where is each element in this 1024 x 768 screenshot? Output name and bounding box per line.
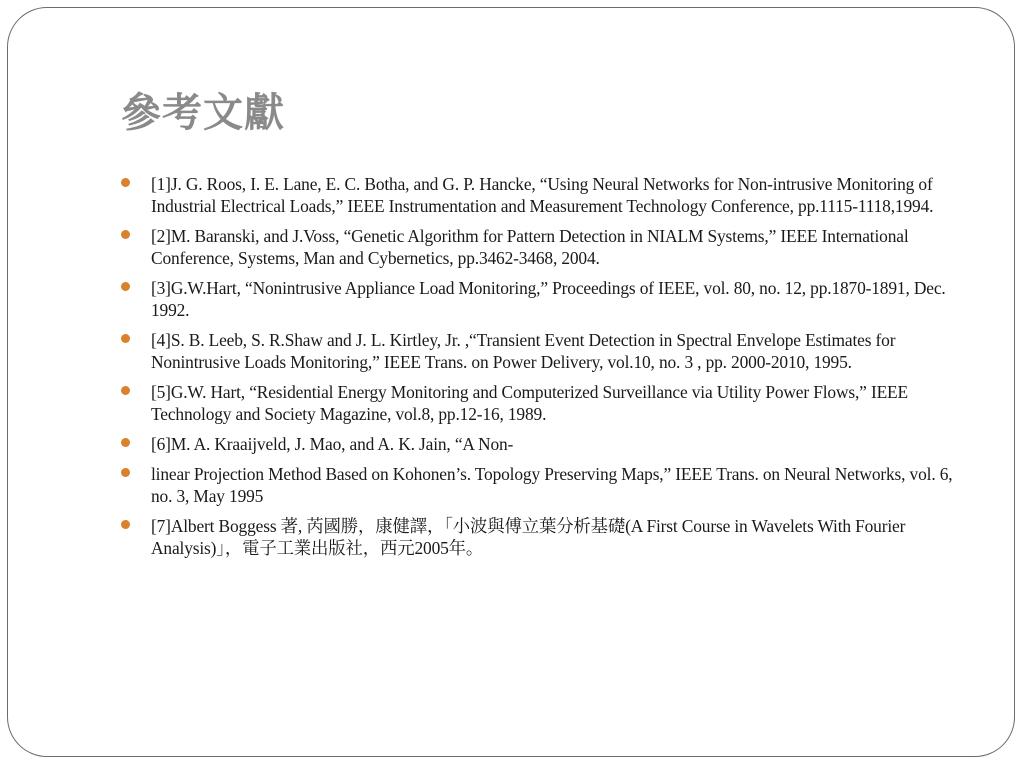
reference-text: linear Projection Method Based on Kohonen’s. Topology Preserving Maps,” IEEE Trans. on Neural Networks, vol. 6, no. 3, May 1995 xyxy=(151,464,953,506)
reference-item-8 xyxy=(121,515,967,559)
reference-text: [4]S. B. Leeb, S. R.Shaw and J. L. Kirtley, Jr. ,“Transient Event Detection in Spectral Envelope Estimates for Nonintrusive Loads Monitoring,” IEEE Trans. on Power Delivery, vol.10, no. 3 , pp. 2000-2010, 1995. xyxy=(151,330,896,372)
reference-item-5 xyxy=(121,381,967,425)
page-title: 參考文獻 xyxy=(121,90,285,136)
reference-text: [3]G.W.Hart, “Nonintrusive Appliance Load Monitoring,” Proceedings of IEEE, vol. 80, no. 12, pp.1870-1891, Dec. 1992. xyxy=(151,278,946,320)
reference-item-1 xyxy=(121,173,967,217)
reference-text: [7]Albert Boggess 著, 芮國勝，康健譯，「小波與傅立葉分析基礎(A First Course in Wavelets With Fourier Analysis)」，電子工業出版社，西元2005年。 xyxy=(151,516,906,558)
bullet-dot-icon xyxy=(121,438,130,447)
bullet-dot-icon xyxy=(121,334,130,343)
reference-text: [6]M. A. Kraaijveld, J. Mao, and A. K. Jain, “A Non- xyxy=(151,434,514,454)
bullet-dot-icon xyxy=(121,282,130,291)
bullet-dot-icon xyxy=(121,520,130,529)
bullet-dot-icon xyxy=(121,230,130,239)
reference-item-4 xyxy=(121,329,967,373)
bullet-dot-icon xyxy=(121,386,130,395)
reference-list xyxy=(121,173,967,567)
reference-item-6 xyxy=(121,433,967,455)
reference-text: [1]J. G. Roos, I. E. Lane, E. C. Botha, and G. P. Hancke, “Using Neural Networks for Non-intrusive Monitoring of Industrial Electrical Loads,” IEEE Instrumentation and Measurement Technology Conference, pp.1115-1118,1994. xyxy=(151,174,934,216)
reference-text: [5]G.W. Hart, “Residential Energy Monitoring and Computerized Surveillance via Utility Power Flows,” IEEE Technology and Society Magazine, vol.8, pp.12-16, 1989. xyxy=(151,382,909,424)
bullet-dot-icon xyxy=(121,178,130,187)
reference-item-2 xyxy=(121,225,967,269)
reference-item-3 xyxy=(121,277,967,321)
reference-item-7 xyxy=(121,463,967,507)
reference-text: [2]M. Baranski, and J.Voss, “Genetic Algorithm for Pattern Detection in NIALM Systems,” IEEE International Conference, Systems, Man and Cybernetics, pp.3462-3468, 2004. xyxy=(151,226,909,268)
slide-frame xyxy=(7,7,1015,757)
bullet-dot-icon xyxy=(121,468,130,477)
